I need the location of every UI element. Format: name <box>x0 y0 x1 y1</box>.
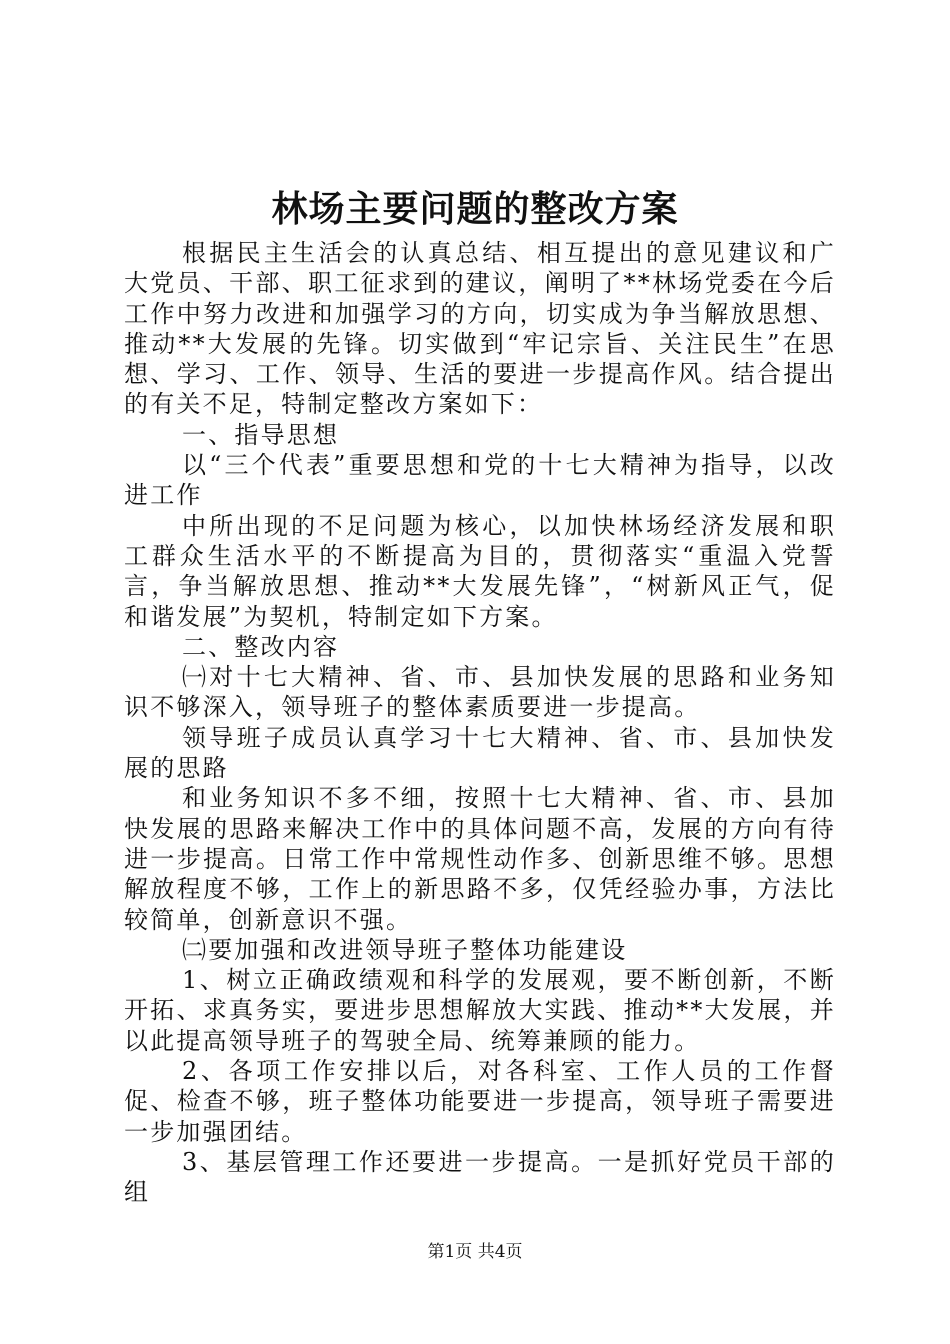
paragraph-point-1: 1、树立正确政绩观和科学的发展观，要不断创新，不断开拓、求真务实，要进步思想解放大实践、推动**大发展，并以此提高领导班子的驾驶全局、统筹兼顾的能力。 <box>124 966 836 1055</box>
paragraph-guiding-ideology-2: 中所出现的不足问题为核心，以加快林场经济发展和职工群众生活水平的不断提高为目的，贯彻落实“重温入党誓言，争当解放思想、推动**大发展先锋”，“树新风正气，促和谐发展”为契机，特制定如下方案。 <box>124 511 836 631</box>
section-heading-rectification-content: 二、整改内容 <box>182 632 340 661</box>
paragraph-item-1: ㈠对十七大精神、省、市、县加快发展的思路和业务知识不够深入，领导班子的整体素质要进一步提高。 <box>124 663 836 722</box>
page-footer: 第1页 共4页 <box>427 1242 523 1262</box>
section-heading-guiding-ideology: 一、指导思想 <box>182 420 340 449</box>
document-body <box>124 238 836 1208</box>
paragraph-guiding-ideology-1: 以“三个代表”重要思想和党的十七大精神为指导，以改进工作 <box>124 451 836 510</box>
paragraph-point-2: 2、各项工作安排以后，对各科室、工作人员的工作督促、检查不够，班子整体功能要进一步提高，领导班子需要进一步加强团结。 <box>124 1057 836 1146</box>
document-title: 林场主要问题的整改方案 <box>271 188 679 230</box>
paragraph-item-1-detail-a: 领导班子成员认真学习十七大精神、省、市、县加快发展的思路 <box>124 723 836 783</box>
paragraph-point-3: 3、基层管理工作还要进一步提高。一是抓好党员干部的组 <box>124 1147 836 1207</box>
paragraph-item-2: ㈡要加强和改进领导班子整体功能建设 <box>182 935 628 964</box>
paragraph-item-1-detail-b: 和业务知识不多不细，按照十七大精神、省、市、县加快发展的思路来解决工作中的具体问题不高，发展的方向有待进一步提高。日常工作中常规性动作多、创新思维不够。思想解放程度不够，工作上的新思路不多，仅凭经验办事，方法比较简单，创新意识不强。 <box>124 784 836 934</box>
paragraph-intro: 根据民主生活会的认真总结、相互提出的意见建议和广大党员、干部、职工征求到的建议，阐明了**林场党委在今后工作中努力改进和加强学习的方向，切实成为争当解放思想、推动**大发展的先锋。切实做到“牢记宗旨、关注民生”在思想、学习、工作、领导、生活的要进一步提高作风。结合提出的有关不足，特制定整改方案如下： <box>124 239 836 419</box>
